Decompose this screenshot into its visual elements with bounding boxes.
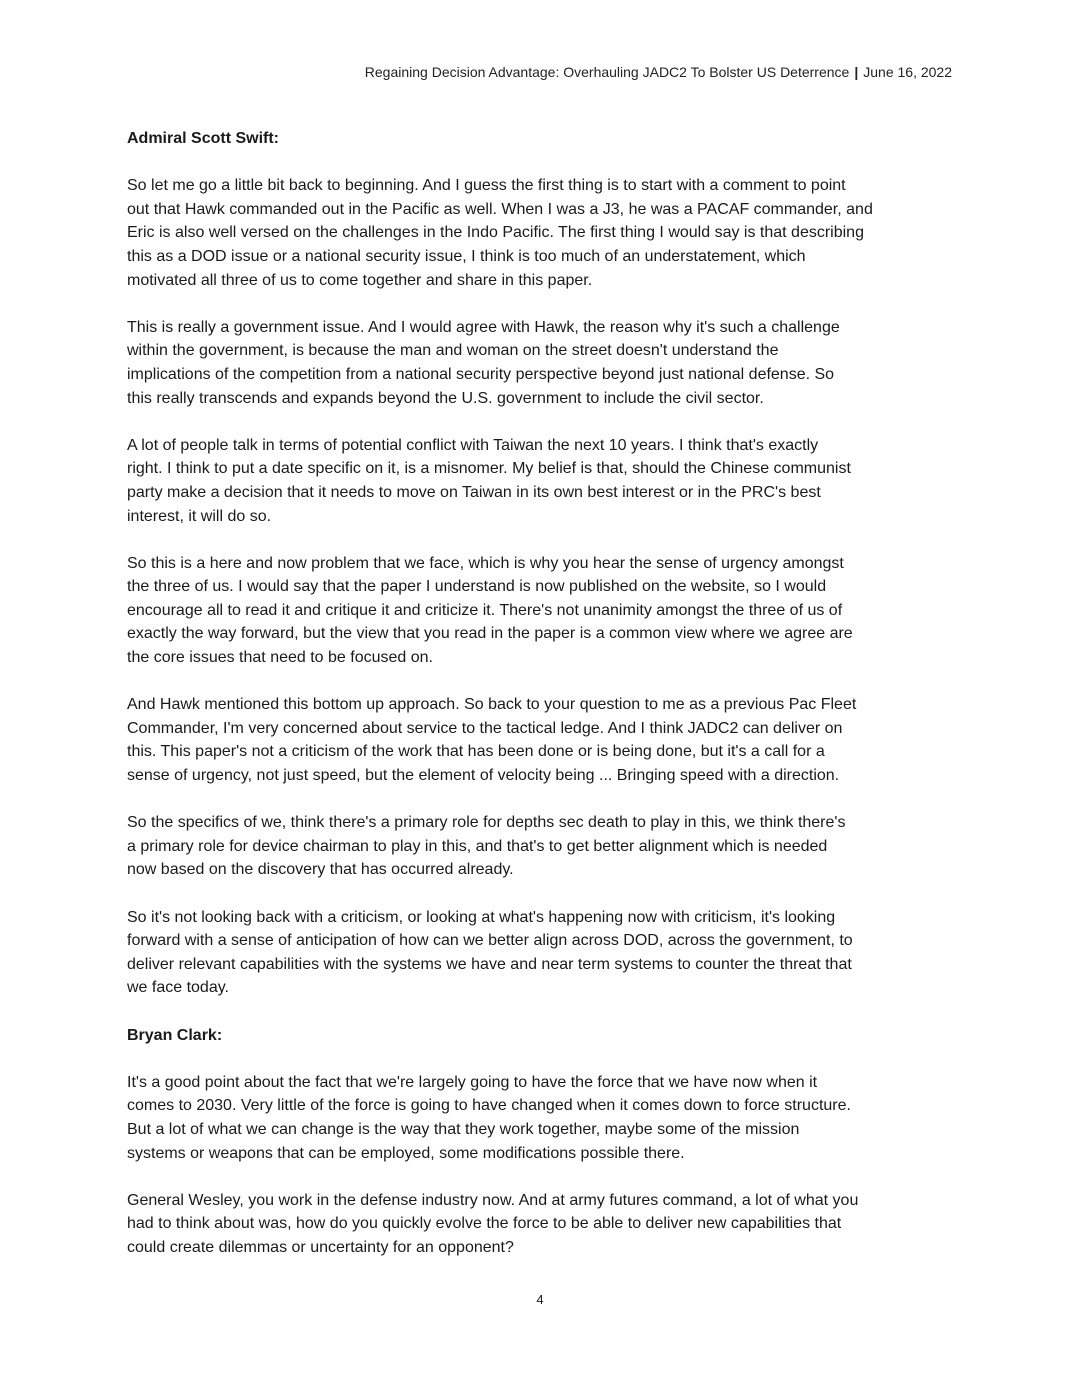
paragraph [127,1189,957,1260]
text-line: party make a decision that it needs to move on Taiwan in its own best interest or in the PRC's best [127,483,821,501]
text-line: this as a DOD issue or a national security issue, I think is too much of an understatement, which [127,247,806,265]
speaker-name [127,127,957,151]
text-line: within the government, is because the man and woman on the street doesn't understand the [127,342,779,360]
text-line: out that Hawk commanded out in the Pacific as well. When I was a J3, he was a PACAF commander, and [127,200,873,218]
text-line: motivated all three of us to come together and share in this paper. [127,271,593,289]
paragraph [127,906,957,1000]
running-header [365,64,952,80]
text-line: exactly the way forward, but the view that you read in the paper is a common view where we agree are [127,625,853,643]
text-line: the core issues that need to be focused on. [127,649,433,667]
text-line: a primary role for device chairman to play in this, and that's to get better alignment which is needed [127,837,828,855]
text-line: systems or weapons that can be employed, some modifications possible there. [127,1144,685,1162]
text-line: So it's not looking back with a criticism, or looking at what's happening now with criticism, it's looking [127,908,836,926]
document-date: June 16, 2022 [863,64,952,80]
text-line: This is really a government issue. And I would agree with Hawk, the reason why it's such a challenge [127,318,840,336]
text-line: the three of us. I would say that the paper I understand is now published on the website, so I would [127,578,827,596]
header-separator: | [854,64,859,80]
text-line: encourage all to read it and critique it and criticize it. There's not unanimity amongst the three of us of [127,601,843,619]
text-line: right. I think to put a date specific on it, is a misnomer. My belief is that, should the Chinese communist [127,460,851,478]
text-line: could create dilemmas or uncertainty for an opponent? [127,1238,514,1256]
text-line: implications of the competition from a national security perspective beyond just national defense. So [127,365,835,383]
transcript-body [127,127,957,1283]
paragraph [127,316,957,410]
paragraph [127,174,957,292]
text-line: deliver relevant capabilities with the systems we have and near term systems to counter the threat that [127,955,852,973]
text-line: And Hawk mentioned this bottom up approach. So back to your question to me as a previous Pac Fleet [127,696,857,714]
paragraph [127,1071,957,1165]
text-line: So let me go a little bit back to beginning. And I guess the first thing is to start with a comment to point [127,177,846,195]
page-number: 4 [536,1292,544,1307]
text-line: we face today. [127,979,229,997]
text-line: this. This paper's not a criticism of the work that has been done or is being done, but it's a call for a [127,743,825,761]
text-line: this really transcends and expands beyond the U.S. government to include the civil sector. [127,389,764,407]
text-line: now based on the discovery that has occurred already. [127,861,514,879]
text-line: So this is a here and now problem that we face, which is why you hear the sense of urgency amongst [127,554,844,572]
paragraph [127,552,957,670]
text-line: It's a good point about the fact that we're largely going to have the force that we have now when it [127,1073,818,1091]
text-line: sense of urgency, not just speed, but the element of velocity being ... Bringing speed with a direction. [127,767,840,785]
text-line: Bryan Clark: [127,1026,223,1044]
text-line: A lot of people talk in terms of potential conflict with Taiwan the next 10 years. I think that's exactly [127,436,819,454]
text-line: General Wesley, you work in the defense industry now. And at army futures command, a lot of what you [127,1191,859,1209]
paragraph [127,811,957,882]
text-line: interest, it will do so. [127,507,272,525]
text-line: Eric is also well versed on the challenges in the Indo Pacific. The first thing I would say is that describing [127,224,864,242]
text-line: Admiral Scott Swift: [127,130,280,147]
speaker-name [127,1024,957,1048]
text-line: comes to 2030. Very little of the force is going to have changed when it comes down to force structure. [127,1097,851,1115]
text-line: had to think about was, how do you quickly evolve the force to be able to deliver new capabilities that [127,1215,842,1233]
text-line: But a lot of what we can change is the way that they work together, maybe some of the mission [127,1120,800,1138]
document-title: Regaining Decision Advantage: Overhauling JADC2 To Bolster US Deterrence [364,64,850,80]
paragraph [127,693,957,787]
text-line: So the specifics of we, think there's a primary role for depths sec death to play in this, we think there's [127,814,846,832]
paragraph [127,434,957,528]
text-line: Commander, I'm very concerned about service to the tactical ledge. And I think JADC2 can deliver on [127,719,843,737]
text-line: forward with a sense of anticipation of how can we better align across DOD, across the government, to [127,932,853,950]
